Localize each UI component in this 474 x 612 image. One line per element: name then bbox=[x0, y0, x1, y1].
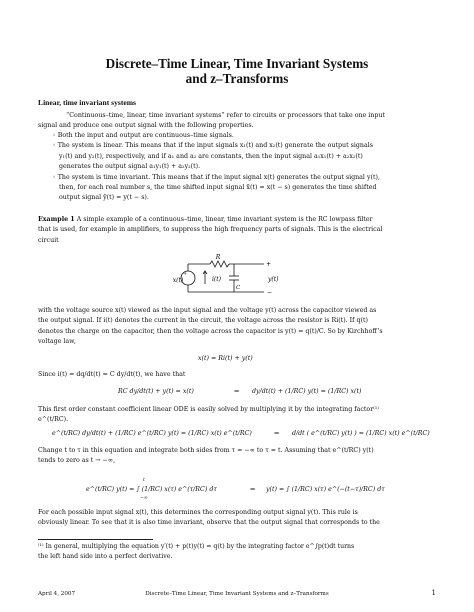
example-paragraph bbox=[38, 215, 438, 246]
footnote-divider bbox=[38, 539, 153, 540]
para2-line-2: the output signal. If i(t) denotes the current in the circuit, the voltage across the resistor is Ri(t). If q(t) bbox=[38, 317, 368, 325]
para4-line-1: Change t to τ in this equation and integrate both sides from τ = −∞ to τ = t. Assuming that e^(t/RC) y(t) bbox=[38, 447, 374, 454]
title-line-2: and z–Transforms bbox=[185, 71, 289, 86]
multiplied-implies-arrow: ⇒ bbox=[274, 430, 280, 437]
bullet-1: ◦ Both the input and output are continuous–time signals. bbox=[52, 132, 234, 139]
footnote-line-1: ⁽¹⁾ In general, multiplying the equation y′(t) + p(t)y(t) = q(t) by the integrating factor e^∫p(t)dt turns bbox=[38, 543, 355, 550]
solution-implies-arrow: ⇒ bbox=[250, 486, 256, 493]
example-line-1: A simple example of a continuous–time, linear, time invariant system is the RC lowpass filter bbox=[76, 216, 373, 223]
para3-line-1: This first order constant coefficient linear ODE is easily solved by multiplying it by the integrating factor⁽¹⁾ bbox=[38, 406, 379, 413]
para4-line-2: tends to zero as t → −∞, bbox=[38, 457, 116, 465]
example-line-2: that is used, for example in amplifiers, to suppress the high frequency parts of signals. This is the electrical bbox=[38, 226, 383, 234]
footnote bbox=[38, 542, 438, 562]
integration-paragraph bbox=[38, 446, 438, 467]
circuit-plus-source: + bbox=[183, 271, 188, 277]
para2-line-3: denotes the charge on the capacitor, then the voltage across the capacitor is y(t) = q(t)/C. So by Kirchhoff’s bbox=[38, 327, 383, 335]
integral-lower-limit: −∞ bbox=[140, 496, 148, 501]
rc-circuit-diagram bbox=[170, 252, 290, 302]
ode-implies-arrow: ⇒ bbox=[234, 388, 240, 395]
bullet-2-line-2: y₁(t) and y₂(t), respectively, and if a₁ and a₂ are constants, then the input signal a₁x₁(t) + a₂x₂(t) bbox=[59, 152, 363, 160]
para5-line-1: For each possible input signal x(t), this determines the corresponding output signal y(t). This rule is bbox=[38, 509, 358, 516]
multiplied-equation-right: d/dt ( e^(t/RC) y(t) ) = (1/RC) x(t) e^(t/RC) bbox=[292, 430, 430, 437]
intro-line-2: signal and produce one output signal with the following properties. bbox=[38, 122, 254, 130]
footer-date: April 4, 2007 bbox=[38, 591, 76, 597]
para2-line-4: voltage law, bbox=[38, 338, 76, 346]
example-label: Example 1 bbox=[38, 216, 75, 223]
bullet-3-line-2: then, for each real number s, the time shifted input signal x̃(t) = x(t − s) generates the time shifted bbox=[59, 184, 377, 192]
kirchhoff-equation: x(t) = Ri(t) + y(t) bbox=[198, 355, 253, 362]
ode-equation-left: RC dy/dt(t) + y(t) = x(t) bbox=[118, 388, 194, 395]
integral-upper-limit: t bbox=[143, 478, 145, 483]
circuit-output-label: y(t) bbox=[268, 276, 279, 283]
bullet-2-line-3: generates the output signal a₁y₁(t) + a₂y₂(t). bbox=[59, 163, 201, 171]
para3-line-2: e^(t/RC). bbox=[38, 416, 69, 424]
circuit-current-label: i(t) bbox=[212, 276, 222, 283]
resistor-symbol bbox=[210, 261, 229, 267]
section-heading: Linear, time invariant systems bbox=[38, 98, 137, 107]
example-line-3: circuit bbox=[38, 236, 59, 244]
para5-line-2: obviously linear. To see that it is also time invariant, observe that the output signal that corresponds to the bbox=[38, 519, 380, 527]
footer-running-title: Discrete–Time Linear, Time Invariant Systems and z–Transforms bbox=[145, 591, 329, 597]
properties-list bbox=[52, 131, 438, 204]
page-number: 1 bbox=[431, 589, 436, 597]
title-line-1: Discrete–Time Linear, Time Invariant Systems bbox=[105, 56, 369, 71]
para2-line-1: with the voltage source x(t) viewed as the input signal and the voltage y(t) across the capacitor viewed as bbox=[38, 307, 377, 314]
circuit-minus-right: − bbox=[267, 289, 273, 296]
circuit-paragraph bbox=[38, 306, 438, 348]
intro-paragraph bbox=[38, 111, 438, 132]
bullet-3-line-3: output signal ỹ(t) = y(t − s). bbox=[59, 194, 149, 202]
circuit-input-label: x(t) bbox=[172, 277, 184, 284]
solution-equation-right: y(t) = ∫ (1/RC) x(τ) e^(−(t−τ)/RC) dτ bbox=[266, 486, 385, 493]
bullet-2-line-1: ◦ The system is linear. This means that if the input signals x₁(t) and x₂(t) generate the output signals bbox=[52, 142, 373, 150]
ode-equation-right: dy/dt(t) + (1/RC) y(t) = (1/RC) x(t) bbox=[252, 388, 362, 395]
circuit-plus-right: + bbox=[266, 261, 272, 268]
bullet-3-line-1: ◦ The system is time invariant. This means that if the input signal x(t) generates the output signal y(t), bbox=[52, 173, 380, 181]
intro-line-1: “Continuous–time, linear, time invariant systems” refer to circuits or processors that take one input bbox=[66, 112, 385, 119]
conclusion-paragraph bbox=[38, 508, 438, 529]
integrating-factor-paragraph bbox=[38, 405, 438, 426]
footnote-line-2: the left hand side into a perfect derivative. bbox=[38, 553, 173, 560]
solution-equation-left: e^(t/RC) y(t) = ∫ (1/RC) x(τ) e^(τ/RC) dτ bbox=[86, 486, 217, 493]
circuit-resistor-label: R bbox=[215, 254, 221, 261]
since-line: Since i(t) = dq/dt(t) = C dy/dt(t), we have that bbox=[38, 371, 186, 378]
circuit-capacitor-label: C bbox=[236, 285, 241, 291]
multiplied-equation-left: e^(t/RC) dy/dt(t) + (1/RC) e^(t/RC) y(t) = (1/RC) x(t) e^(t/RC) bbox=[52, 430, 252, 437]
